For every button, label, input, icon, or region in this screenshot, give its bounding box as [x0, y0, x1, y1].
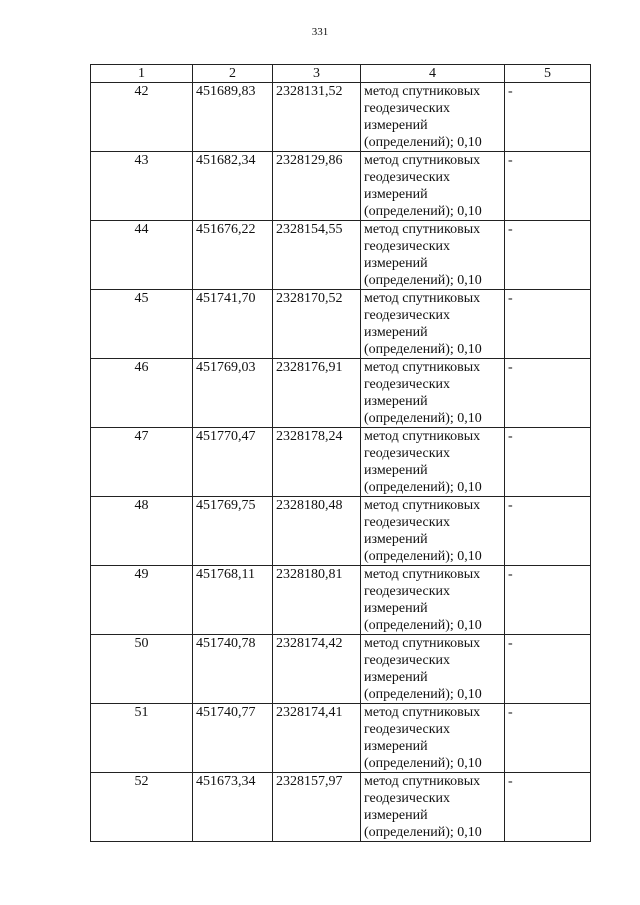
y-coordinate-cell: 2328178,24 [273, 428, 361, 497]
table-row [91, 152, 591, 221]
point-number-cell: 48 [91, 497, 193, 566]
method-line: геодезических [364, 653, 451, 668]
method-line: метод спутниковых [364, 567, 481, 582]
y-coordinate-cell: 2328180,48 [273, 497, 361, 566]
method-cell [361, 566, 505, 635]
method-line: измерений [364, 463, 428, 478]
method-line: (определений); 0,10 [364, 204, 482, 219]
header-col-5: 5 [505, 65, 591, 83]
y-coordinate-cell: 2328180,81 [273, 566, 361, 635]
table-row [91, 773, 591, 842]
point-number-cell: 46 [91, 359, 193, 428]
method-line: измерений [364, 808, 428, 823]
point-number-cell: 50 [91, 635, 193, 704]
note-cell: - [505, 773, 591, 842]
method-line: метод спутниковых [364, 429, 481, 444]
method-line: геодезических [364, 377, 451, 392]
method-line: геодезических [364, 239, 451, 254]
method-line: метод спутниковых [364, 291, 481, 306]
method-line: измерений [364, 601, 428, 616]
point-number-cell: 44 [91, 221, 193, 290]
table-header [91, 65, 591, 83]
method-line: метод спутниковых [364, 705, 481, 720]
method-line: (определений); 0,10 [364, 273, 482, 288]
method-line: (определений); 0,10 [364, 480, 482, 495]
header-col-2: 2 [193, 65, 273, 83]
method-line: измерений [364, 532, 428, 547]
method-line: метод спутниковых [364, 636, 481, 651]
point-number-cell: 47 [91, 428, 193, 497]
method-cell [361, 83, 505, 152]
x-coordinate-cell: 451676,22 [193, 221, 273, 290]
header-col-1: 1 [91, 65, 193, 83]
method-line: (определений); 0,10 [364, 825, 482, 840]
note-cell: - [505, 152, 591, 221]
method-line: геодезических [364, 101, 451, 116]
method-line: метод спутниковых [364, 498, 481, 513]
table-row [91, 635, 591, 704]
method-cell [361, 773, 505, 842]
method-cell [361, 635, 505, 704]
table-row [91, 359, 591, 428]
y-coordinate-cell: 2328154,55 [273, 221, 361, 290]
x-coordinate-cell: 451740,78 [193, 635, 273, 704]
method-cell [361, 152, 505, 221]
table-row [91, 290, 591, 359]
x-coordinate-cell: 451673,34 [193, 773, 273, 842]
x-coordinate-cell: 451741,70 [193, 290, 273, 359]
x-coordinate-cell: 451740,77 [193, 704, 273, 773]
coordinates-table [90, 64, 591, 842]
method-line: метод спутниковых [364, 84, 481, 99]
table-row [91, 566, 591, 635]
y-coordinate-cell: 2328129,86 [273, 152, 361, 221]
y-coordinate-cell: 2328131,52 [273, 83, 361, 152]
method-line: геодезических [364, 170, 451, 185]
method-cell [361, 290, 505, 359]
x-coordinate-cell: 451682,34 [193, 152, 273, 221]
note-cell: - [505, 290, 591, 359]
y-coordinate-cell: 2328176,91 [273, 359, 361, 428]
x-coordinate-cell: 451769,75 [193, 497, 273, 566]
table-body [91, 83, 591, 842]
x-coordinate-cell: 451768,11 [193, 566, 273, 635]
header-col-3: 3 [273, 65, 361, 83]
method-line: геодезических [364, 791, 451, 806]
point-number-cell: 51 [91, 704, 193, 773]
method-line: (определений); 0,10 [364, 549, 482, 564]
x-coordinate-cell: 451769,03 [193, 359, 273, 428]
method-cell [361, 428, 505, 497]
note-cell: - [505, 497, 591, 566]
x-coordinate-cell: 451689,83 [193, 83, 273, 152]
header-col-4: 4 [361, 65, 505, 83]
table-row [91, 704, 591, 773]
note-cell: - [505, 83, 591, 152]
method-line: метод спутниковых [364, 222, 481, 237]
note-cell: - [505, 359, 591, 428]
method-line: (определений); 0,10 [364, 687, 482, 702]
y-coordinate-cell: 2328174,41 [273, 704, 361, 773]
method-line: метод спутниковых [364, 360, 481, 375]
method-cell [361, 221, 505, 290]
method-line: метод спутниковых [364, 153, 481, 168]
note-cell: - [505, 428, 591, 497]
table-row [91, 83, 591, 152]
note-cell: - [505, 221, 591, 290]
method-line: геодезических [364, 515, 451, 530]
method-line: (определений); 0,10 [364, 342, 482, 357]
table-row [91, 221, 591, 290]
method-line: (определений); 0,10 [364, 618, 482, 633]
point-number-cell: 42 [91, 83, 193, 152]
method-line: измерений [364, 325, 428, 340]
method-line: геодезических [364, 308, 451, 323]
method-line: геодезических [364, 584, 451, 599]
y-coordinate-cell: 2328174,42 [273, 635, 361, 704]
method-line: (определений); 0,10 [364, 756, 482, 771]
method-line: геодезических [364, 722, 451, 737]
x-coordinate-cell: 451770,47 [193, 428, 273, 497]
table-row [91, 428, 591, 497]
note-cell: - [505, 566, 591, 635]
note-cell: - [505, 635, 591, 704]
method-cell [361, 497, 505, 566]
page-number: 331 [311, 26, 329, 38]
method-line: измерений [364, 187, 428, 202]
y-coordinate-cell: 2328157,97 [273, 773, 361, 842]
table-row [91, 497, 591, 566]
point-number-cell: 52 [91, 773, 193, 842]
point-number-cell: 43 [91, 152, 193, 221]
method-line: измерений [364, 118, 428, 133]
method-line: измерений [364, 670, 428, 685]
method-line: измерений [364, 256, 428, 271]
point-number-cell: 45 [91, 290, 193, 359]
method-line: измерений [364, 394, 428, 409]
method-line: (определений); 0,10 [364, 135, 482, 150]
method-line: геодезических [364, 446, 451, 461]
method-line: метод спутниковых [364, 774, 481, 789]
method-cell [361, 704, 505, 773]
header-row [91, 65, 591, 83]
method-cell [361, 359, 505, 428]
note-cell: - [505, 704, 591, 773]
method-line: измерений [364, 739, 428, 754]
method-line: (определений); 0,10 [364, 411, 482, 426]
point-number-cell: 49 [91, 566, 193, 635]
y-coordinate-cell: 2328170,52 [273, 290, 361, 359]
